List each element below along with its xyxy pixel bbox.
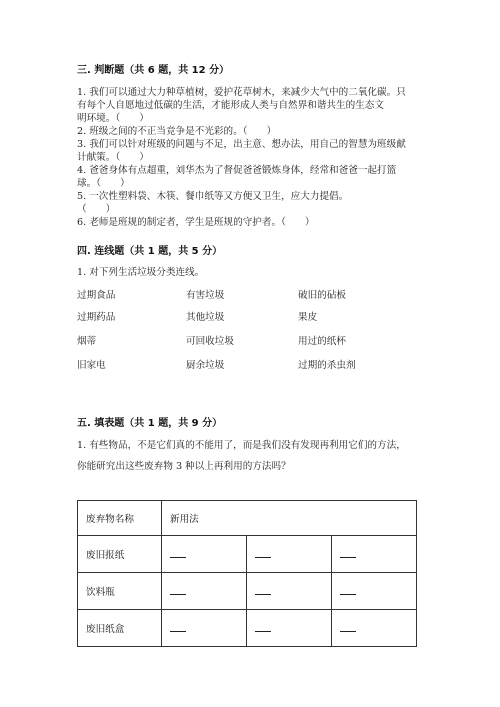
judge-line: 计献策。（ ） [77,152,149,163]
match-item-left: 烟蒂 [77,336,97,347]
table-row [78,610,417,647]
match-item-right: 破旧的砧板 [298,290,346,301]
match-item-left: 旧家电 [77,360,106,371]
judge-line: 球。（ ） [77,178,130,189]
answer-cell[interactable] [332,573,417,610]
judge-line: 2. 班级之间的不正当竞争是不光彩的。（ ） [77,126,277,137]
table-row [78,573,417,610]
judge-line: 明环境。（ ） [77,113,149,124]
judge-line: 4. 爸爸身体有点超重，刘华杰为了督促爸爸锻炼身体，经常和爸爸一起打篮 [77,165,397,176]
judge-line: 6. 老师是班规的制定者，学生是班规的守护者。（ ） [77,217,315,228]
answer-cell[interactable] [332,610,417,647]
answer-cell[interactable] [247,610,332,647]
answer-cell[interactable] [162,573,247,610]
answer-blank [340,586,356,595]
match-item-left: 过期食品 [77,290,116,301]
header-new-use: 新用法 [162,501,417,536]
answer-cell[interactable] [162,610,247,647]
answer-cell[interactable] [247,573,332,610]
judge-line: 5. 一次性塑料袋、木筷、餐巾纸等又方便又卫生，应大力提倡。 [77,191,349,202]
section-5-title: 五. 填表题（共 1 题，共 9 分） [77,418,223,429]
answer-blank [255,549,271,558]
fill-table-question: 你能研究出这些废弃物 3 种以上再利用的方法吗？ [77,461,291,472]
section-3-title: 三. 判断题（共 6 题，共 12 分） [77,65,230,76]
answer-blank [170,586,186,595]
fill-table-question: 1. 有些物品，不是它们真的不能用了，而是我们没有发现再利用它们的方法， [77,440,406,451]
match-item-right: 过期的杀虫剂 [298,360,356,371]
judge-line: 有每个人自愿地过低碳的生活，才能形成人类与自然界和谐共生的生态文 [77,100,384,111]
reuse-table [77,500,417,647]
match-item-right: 用过的纸杯 [298,336,346,347]
matching-question: 1. 对下列生活垃圾分类连线。 [77,267,205,278]
row-label: 饮料瓶 [78,573,162,610]
answer-blank [340,549,356,558]
header-item-name: 废弃物名称 [78,501,162,536]
match-item-left: 过期药品 [77,312,116,323]
match-item-middle: 其他垃圾 [186,312,225,323]
table-header-row [78,501,417,536]
answer-cell[interactable] [162,536,247,573]
match-item-middle: 厨余垃圾 [186,360,225,371]
match-item-right: 果皮 [298,312,318,323]
answer-blank [255,623,271,632]
judge-line: 1. 我们可以通过大力种草植树，爱护花草树木，来减少大气中的二氧化碳。只 [77,87,406,98]
answer-cell[interactable] [247,536,332,573]
answer-blank [170,623,186,632]
row-label: 废旧报纸 [78,536,162,573]
judge-line: 3. 我们可以针对班级的问题与不足，出主意、想办法，用自己的智慧为班级献 [77,139,406,150]
table-row [78,536,417,573]
answer-blank [255,586,271,595]
match-item-middle: 有害垃圾 [186,290,225,301]
row-label: 废旧纸盒 [78,610,162,647]
match-item-middle: 可回收垃圾 [186,336,234,347]
answer-blank [170,549,186,558]
judge-line: （ ） [77,204,116,215]
answer-blank [340,623,356,632]
answer-cell[interactable] [332,536,417,573]
section-4-title: 四. 连线题（共 1 题，共 5 分） [77,246,223,257]
